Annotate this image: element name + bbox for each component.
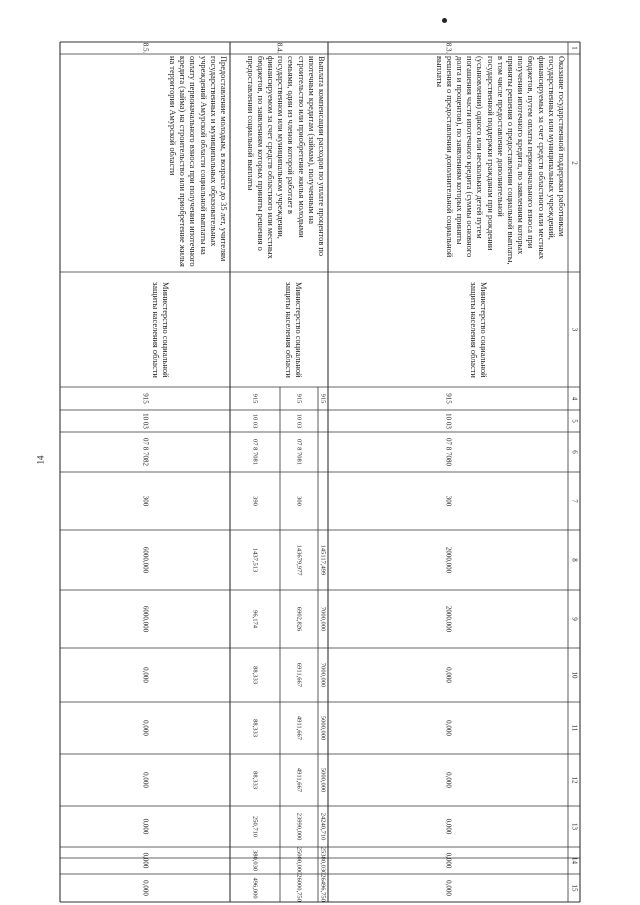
row-8-5-executor-text: Министерство социальной защиты населения области — [150, 282, 170, 378]
row-8-5-executor — [120, 282, 170, 382]
row-8-4-sub2-c12: 88,333 — [251, 771, 259, 789]
row-8-4-sub2-c13: 250,710 — [251, 815, 259, 838]
row-8-4-sub1-c11: 4911,667 — [295, 715, 303, 741]
table-body — [60, 42, 580, 902]
header-col-10: 10 — [570, 671, 579, 679]
row-8-4-name-text: Выплата компенсации расходов по уплате процентов по ипотечным кредитам (займам), полученным на строительство или приобретение жилья молодыми семьями, один из членов которой работает в государственном или муниципальном учреждении, финансируемом за счет средств областного или местных бюджетов, по заявлениям которых приняты решения о предоставлении социальной выплаты — [245, 56, 326, 259]
row-8-4-sub2-c7: 390 — [251, 496, 259, 506]
header-col-15: 15 — [570, 884, 579, 892]
row-8-4-sub1-c13: 23990,000 — [295, 812, 303, 841]
row-8-4-total-c10: 7000,000 — [319, 662, 327, 688]
row-number: 8.3. — [444, 42, 453, 54]
row-8-4-sub2-c8: 1437,513 — [251, 547, 259, 573]
row-8-3-c5: 10 03 — [444, 413, 453, 429]
row-8-3-c10: 0,000 — [444, 667, 453, 683]
row-8-5-c12: 0,000 — [141, 772, 150, 788]
row-8-4-executor — [253, 282, 303, 382]
row-8-4-total-c15: 26496,750 — [319, 874, 327, 902]
row-8-3-c7: 300 — [444, 495, 453, 507]
header-col-14: 14 — [570, 857, 579, 864]
row-8-5-name-text: Предоставление молодым, в возрасте до 35 лет, учителям государственных и муниципальных образовательных учреждений Амурской области социальной выплаты на оплату первоначального взноса при получении ипотечного кредита (займа) на строительство или приобретение жилья на территории Амурской области — [167, 56, 228, 267]
row-8-4-total-c9: 7000,000 — [319, 606, 327, 632]
row-8-4-total-c8: 145117,499 — [319, 544, 327, 576]
row-8-4-sub1-c14: 25000,000 — [295, 846, 303, 875]
row-8-4-name — [232, 56, 326, 270]
row-8-5-name — [62, 56, 228, 270]
row-8-4-sub2-c15: 496,000 — [251, 877, 259, 899]
header-col-7: 7 — [570, 499, 579, 503]
row-8-3-name — [330, 56, 566, 270]
row-8-5-c5: 10 03 — [141, 413, 150, 429]
row-8-4-sub1-c4: 915 — [295, 393, 303, 404]
row-8-4-sub2-c11: 88,333 — [251, 719, 259, 737]
row-number: 8.5. — [141, 42, 150, 54]
row-8-3-c12: 0,000 — [444, 772, 453, 788]
row-8-4-sub2-c14: 380,030 — [251, 849, 259, 872]
row-8-4-total-c11: 5000,000 — [319, 715, 327, 741]
row-number: 8.4. — [275, 42, 284, 54]
row-8-3-c8: 2000,000 — [444, 546, 453, 574]
row-8-4-sub2-c10: 88,333 — [251, 666, 259, 684]
row-8-4-total-c4: 915 — [319, 393, 327, 404]
row-8-4-sub1-c6: 07 8 7081 — [295, 439, 303, 465]
header-col-2: 2 — [570, 161, 579, 165]
header-col-3: 3 — [570, 327, 579, 332]
row-8-3-c11: 0,000 — [444, 720, 453, 736]
header-col-13: 13 — [570, 823, 579, 830]
row-8-5-c7: 300 — [141, 495, 150, 507]
row-8-5-c10: 0,000 — [141, 667, 150, 683]
row-8-4-sub1-c15: 26000,750 — [295, 874, 303, 902]
row-8-3-c14: 0,000 — [444, 852, 453, 869]
row-8-3-c13: 0,000 — [444, 818, 453, 835]
row-8-5-c11: 0,000 — [141, 720, 150, 736]
row-8-3-c15: 0,000 — [444, 880, 453, 896]
row-8-4-total-c14: 25380,030 — [319, 846, 327, 875]
row-8-4-sub1-c9: 6902,826 — [295, 606, 303, 632]
header-col-5: 5 — [570, 419, 579, 423]
row-8-5-c9: 6000,000 — [141, 605, 150, 633]
page-number: 14 — [35, 455, 46, 465]
row-8-4-sub2-c5: 10 03 — [251, 413, 259, 429]
row-8-3-executor — [428, 282, 488, 382]
header-col-11: 11 — [570, 724, 579, 732]
header-col-1: 1 — [570, 46, 579, 50]
row-8-4-total-c12: 5000,000 — [319, 767, 327, 793]
row-8-3-executor-text: Министерство социальной защиты населения области — [468, 282, 488, 378]
row-8-4-total-c13: 24240,710 — [319, 812, 327, 841]
header-col-8: 8 — [570, 558, 579, 562]
row-8-5-c15: 0,000 — [141, 880, 150, 896]
row-8-3-c4: 915 — [444, 393, 453, 404]
row-8-5-c6: 07 8 7082 — [141, 438, 150, 466]
row-8-4-sub1-c7: 300 — [295, 496, 303, 506]
row-8-5-c13: 0,000 — [141, 818, 150, 835]
header-col-4: 4 — [570, 396, 579, 401]
row-8-4-sub1-c12: 4911,667 — [295, 767, 303, 793]
header-col-12: 12 — [570, 776, 579, 784]
header-col-6: 6 — [570, 450, 579, 454]
row-8-4-sub1-c8: 143679,977 — [295, 544, 303, 576]
row-8-5-c8: 6000,000 — [141, 546, 150, 574]
row-8-4-executor-text: Министерство социальной защиты населения области — [283, 282, 303, 378]
row-8-3-c6: 07 8 7080 — [444, 438, 453, 466]
row-8-4-sub2-c4: 915 — [251, 393, 259, 404]
header-col-9: 9 — [570, 617, 579, 621]
row-8-3-name-text: Оказание государственной поддержки работникам государственных или муниципальных учреждений, финансируемых за счет средств областного или местных бюджетов, путем оплаты первоначального взноса при получении ипотечного кредита, по заявлениям которых приняты решения о предоставлении социальной выплаты, в том числе предоставление дополнительной государственной поддержки гражданам при рождении (усыновлении) одного или нескольких детей путем погашения части ипотечного кредита (суммы основного долга и процентов), по заявлениям которых приняты решения о предоставлении дополнительной социальной выплаты — [434, 56, 566, 265]
row-8-3-c9: 2000,000 — [444, 605, 453, 633]
row-8-5-c14: 0,000 — [141, 852, 150, 869]
row-8-4-sub1-c10: 6911,667 — [295, 662, 303, 688]
row-8-4-sub1-c5: 10 03 — [295, 413, 303, 429]
row-8-4-sub2-c6: 07 8 7081 — [251, 439, 259, 465]
row-8-4-sub2-c9: 96,174 — [251, 610, 259, 628]
row-8-5-c4: 915 — [141, 393, 150, 404]
